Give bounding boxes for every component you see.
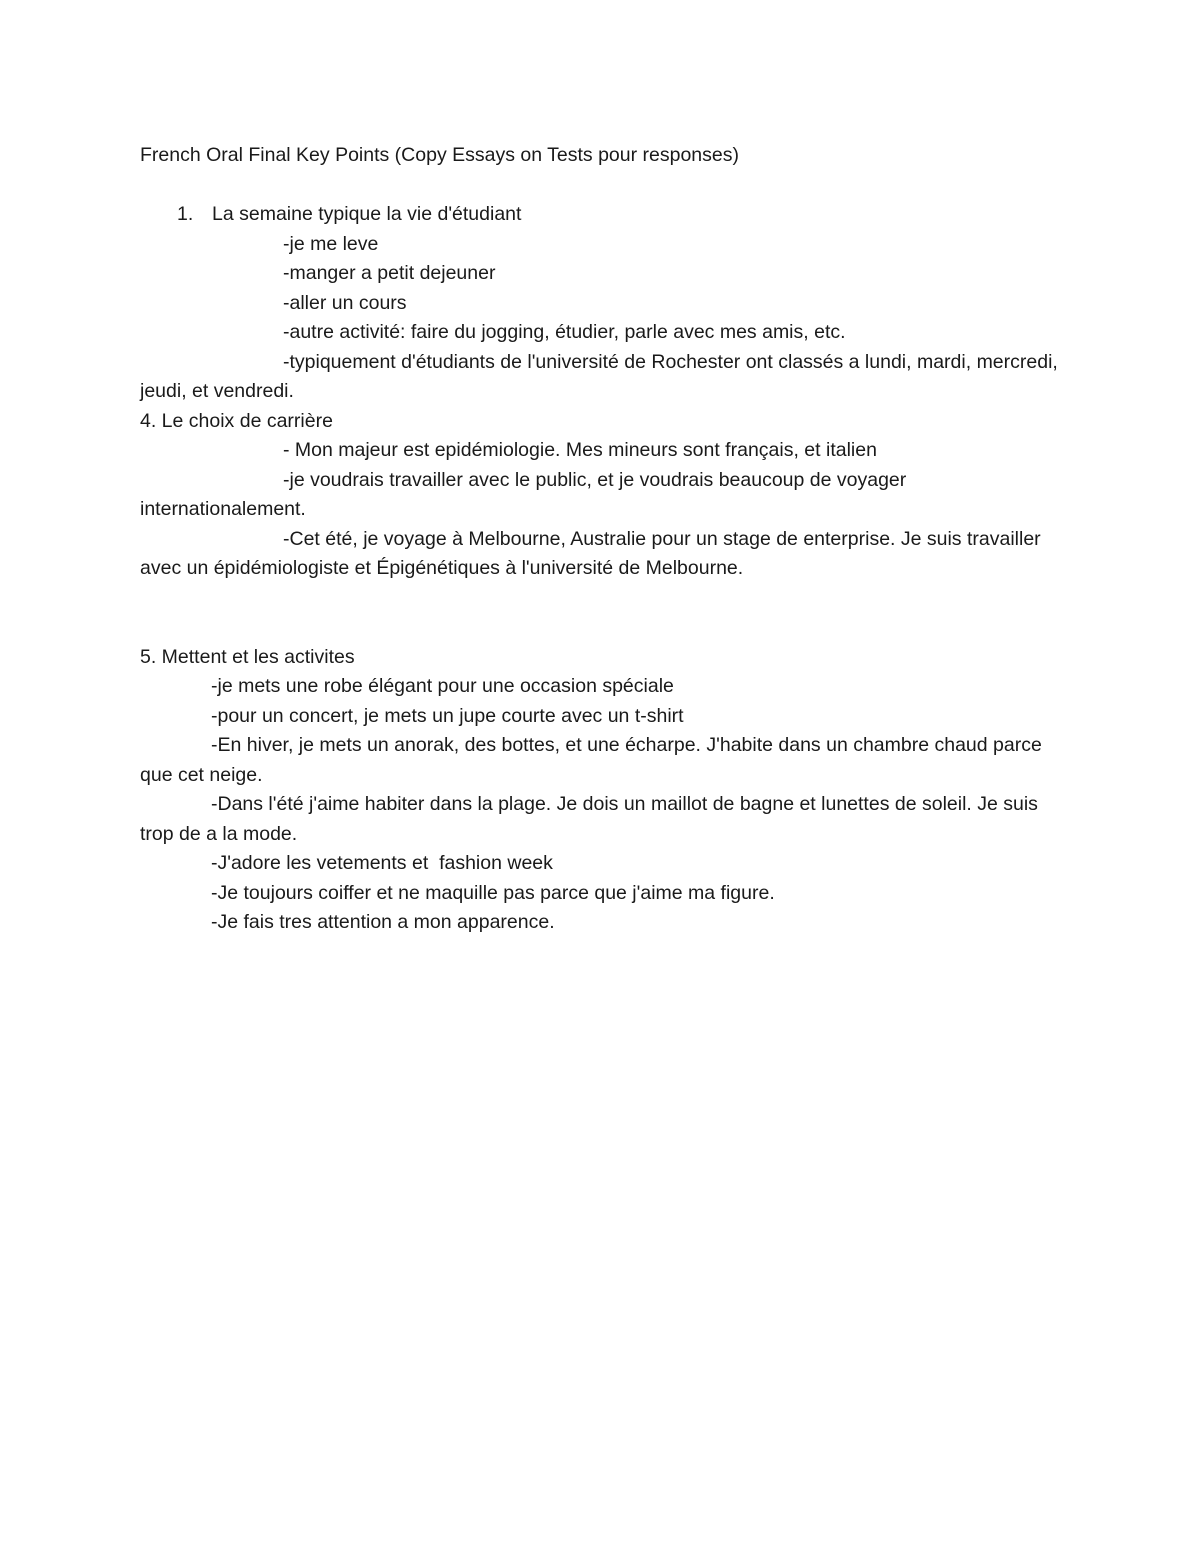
section-4-heading: 4. Le choix de carrière: [140, 409, 333, 432]
section-4-item: -Cet été, je voyage à Melbourne, Australie pour un stage de enterprise. Je suis travailler avec un épidémiologiste et Épigénétiques à l'université de Melbourne.: [140, 527, 1041, 579]
section-5-item: -je mets une robe élégant pour une occasion spéciale: [211, 675, 674, 697]
spacer: [140, 584, 1060, 643]
section-1-heading: [140, 200, 1060, 230]
section-5-heading: 5. Mettent et les activites: [140, 645, 355, 668]
section-5-item: -Dans l'été j'aime habiter dans la plage. Je dois un maillot de bagne et lunettes de soleil. Je suis trop de a la mode.: [140, 793, 1038, 845]
section-5-item: -Je toujours coiffer et ne maquille pas parce que j'aime ma figure.: [211, 881, 775, 904]
section-5-item: -Je fais tres attention a mon apparence.: [211, 911, 555, 933]
section-4-item: -je voudrais travailler avec le public, et je voudrais beaucoup de voyager internationalement.: [140, 468, 907, 520]
document-title: French Oral Final Key Points (Copy Essays on Tests pour responses): [140, 144, 739, 166]
section-1-item: -aller un cours: [283, 291, 407, 314]
section-4-item: - Mon majeur est epidémiologie. Mes mineurs sont français, et italien: [283, 439, 877, 461]
section-1-heading-text: La semaine typique la vie d'étudiant: [212, 203, 522, 225]
section-1-item: -manger a petit dejeuner: [283, 262, 496, 284]
section-5-item: -En hiver, je mets un anorak, des bottes, et une écharpe. J'habite dans un chambre chaud parce que cet neige.: [140, 734, 1042, 786]
section-1-item: -typiquement d'étudiants de l'université de Rochester ont classés a lundi, mardi, mercredi, jeudi, et vendredi.: [140, 350, 1058, 402]
section-5-item: -pour un concert, je mets un jupe courte avec un t-shirt: [211, 704, 684, 727]
spacer: [140, 171, 1060, 201]
document-body: [140, 141, 1060, 938]
section-1-item: -autre activité: faire du jogging, étudier, parle avec mes amis, etc.: [283, 321, 846, 343]
section-1-item: -je me leve: [283, 232, 379, 255]
section-1-number: 1.: [177, 203, 194, 225]
section-5-item: -J'adore les vetements et fashion week: [211, 852, 553, 874]
